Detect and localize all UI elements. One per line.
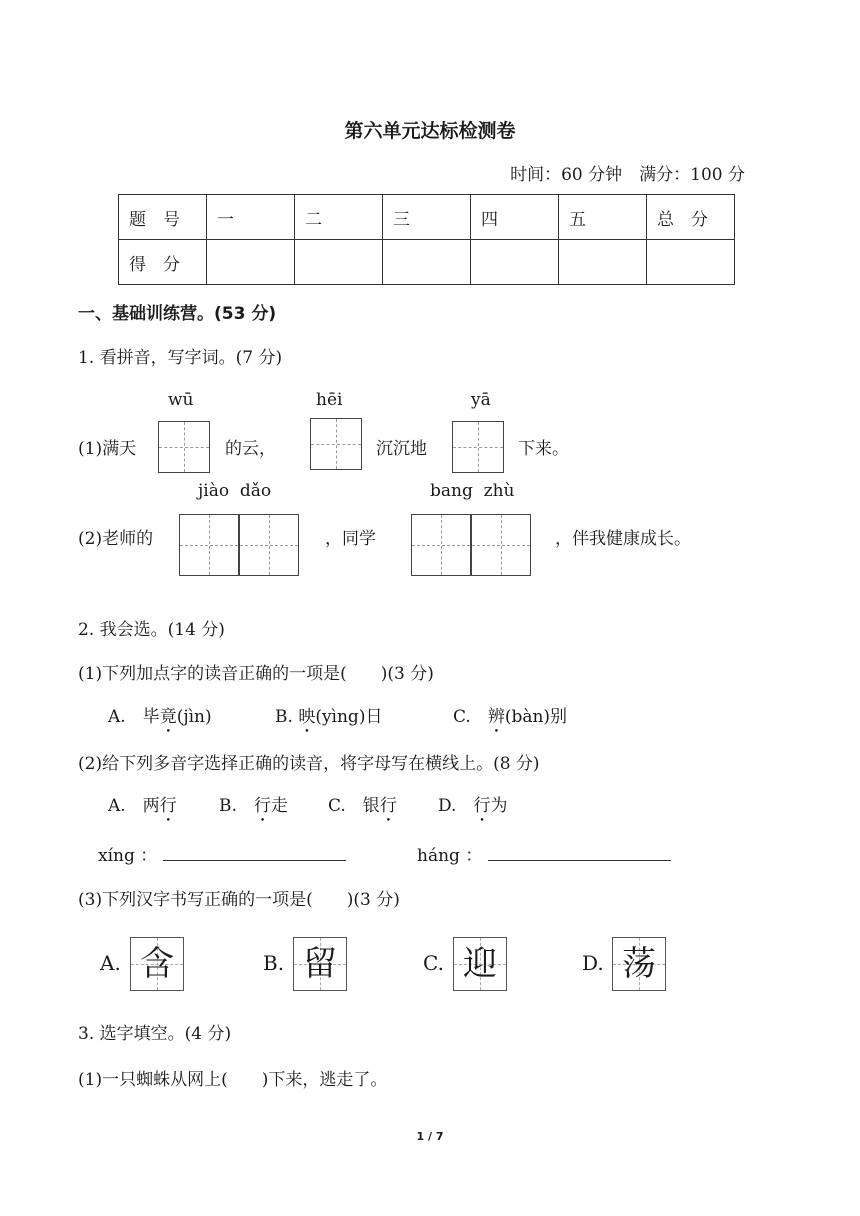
option-a (108, 791, 177, 826)
writing-box[interactable] (471, 514, 531, 576)
sentence-text: ，伴我健康成长。 (555, 529, 691, 549)
table-cell: 三 (383, 195, 471, 240)
option-text: B. (275, 707, 299, 727)
pinyin-label: háng ： (417, 846, 483, 866)
sentence-text: ，同学 (325, 529, 376, 549)
char: 留 (303, 944, 337, 984)
option-label: B. (263, 951, 285, 975)
writing-box[interactable] (452, 421, 504, 473)
sentence-text: (1)满天 (78, 439, 137, 459)
char: 荡 (622, 944, 656, 984)
answer-blank[interactable] (488, 844, 671, 861)
dotted-char: 行 (159, 796, 177, 816)
option-c[interactable] (453, 702, 567, 737)
dotted-char: 映 (298, 707, 316, 727)
option-c (328, 791, 397, 826)
dotted-char: 辨 (487, 707, 505, 727)
pinyin: bang zhù (430, 481, 515, 501)
score-cell[interactable] (559, 240, 647, 285)
exam-meta: 时间：60 分钟 满分：100 分 (510, 165, 745, 185)
option-label: C. (423, 951, 444, 975)
dotted-char: 行 (379, 796, 397, 816)
page-number: 1 / 7 (416, 1130, 444, 1143)
pinyin: wū (168, 390, 194, 410)
table-cell: 二 (295, 195, 383, 240)
option-b (219, 791, 288, 826)
answer-blank[interactable] (163, 844, 346, 861)
pinyin: hēi (316, 390, 343, 410)
score-cell[interactable] (647, 240, 735, 285)
option-text: C. 银 (328, 796, 380, 816)
char: 迎 (463, 944, 497, 984)
option-text: A. 毕 (108, 707, 160, 727)
table-cell: 一 (207, 195, 295, 240)
writing-box[interactable] (411, 514, 471, 576)
writing-box[interactable] (239, 514, 299, 576)
char-option-c[interactable] (453, 937, 507, 991)
xing-answer-line (98, 841, 346, 866)
char-option-a[interactable] (130, 937, 184, 991)
table-row (119, 240, 735, 285)
writing-box[interactable] (310, 418, 362, 470)
sentence-text: (2)老师的 (78, 529, 154, 549)
option-label: D. (582, 951, 604, 975)
section-heading: 一、基础训练营。(53 分) (78, 304, 277, 324)
writing-box[interactable] (179, 514, 239, 576)
table-cell: 四 (471, 195, 559, 240)
score-cell[interactable] (207, 240, 295, 285)
char: 含 (140, 944, 174, 984)
dotted-char: 竟 (159, 707, 177, 727)
option-label: A. (100, 951, 121, 975)
option-text: D. (438, 796, 474, 816)
hang-answer-line (417, 841, 671, 866)
score-cell[interactable] (471, 240, 559, 285)
question-heading: 3. 选字填空。(4 分) (78, 1024, 232, 1044)
pinyin-label: xíng ： (98, 846, 158, 866)
dotted-char: 行 (253, 796, 271, 816)
sub-question: (1)下列加点字的读音正确的一项是( )(3 分) (78, 664, 434, 684)
page-title: 第六单元达标检测卷 (344, 120, 516, 142)
sentence-text: 沉沉地 (376, 439, 427, 459)
option-text: (bàn)别 (504, 707, 568, 727)
sentence-text: 下来。 (518, 439, 569, 459)
option-text: 为 (490, 796, 508, 816)
option-text: B. (219, 796, 254, 816)
option-text: 走 (270, 796, 288, 816)
table-cell: 五 (559, 195, 647, 240)
pinyin: yā (471, 390, 491, 410)
dotted-char: 行 (473, 796, 491, 816)
sentence-text: 的云， (225, 439, 276, 459)
char-option-d[interactable] (612, 937, 666, 991)
option-text: A. 两 (108, 796, 160, 816)
option-text: (jìn) (176, 707, 212, 727)
sub-question: (2)给下列多音字选择正确的读音，将字母写在横线上。(8 分) (78, 754, 540, 774)
char-option-b[interactable] (293, 937, 347, 991)
table-row (119, 195, 735, 240)
table-cell: 题 号 (119, 195, 207, 240)
option-b[interactable] (275, 702, 382, 737)
score-cell[interactable] (383, 240, 471, 285)
option-d (438, 791, 507, 826)
score-cell[interactable] (295, 240, 383, 285)
table-cell: 得 分 (119, 240, 207, 285)
question-heading: 2. 我会选。(14 分) (78, 620, 225, 640)
score-table (118, 194, 735, 285)
sub-question: (1)一只蜘蛛从网上( )下来，逃走了。 (78, 1070, 388, 1090)
pinyin: jiào dǎo (198, 481, 272, 501)
sub-question: (3)下列汉字书写正确的一项是( )(3 分) (78, 890, 400, 910)
table-cell: 总 分 (647, 195, 735, 240)
option-text: (yìng)日 (315, 707, 383, 727)
option-a[interactable] (108, 702, 212, 737)
option-text: C. (453, 707, 488, 727)
writing-box[interactable] (158, 421, 210, 473)
question-heading: 1. 看拼音，写字词。(7 分) (78, 348, 283, 368)
